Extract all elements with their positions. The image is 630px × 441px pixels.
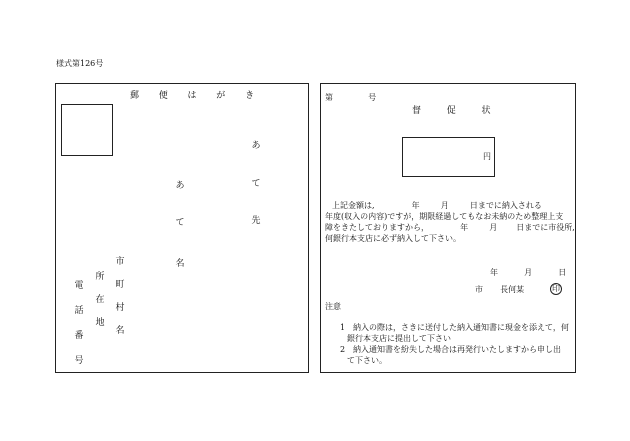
- body-line-3: [325, 224, 575, 232]
- postcard-header: [130, 92, 254, 101]
- issue-date: [490, 269, 566, 277]
- form-number: 様式第126号: [56, 59, 104, 68]
- issuer-title: 長何某: [500, 285, 525, 294]
- notice-number-suffix: 号: [368, 93, 377, 102]
- destination-char: 先: [251, 216, 261, 226]
- address-char: 地: [95, 318, 105, 328]
- name-label: 名: [175, 259, 185, 269]
- name-suffix-char: て: [175, 218, 185, 228]
- body-line-4: 何銀行本支店に必ず納入して下さい。: [325, 234, 461, 243]
- phone-char: 電: [74, 281, 84, 291]
- postcard-header-char: は: [187, 91, 197, 101]
- stamp-box: [61, 104, 113, 156]
- issuer-city: 市: [475, 285, 483, 294]
- notice-title-char: 促: [446, 106, 456, 116]
- body-line-2: 年度(収入の内容)ですが，期限経過してもなお未納のため整理上支: [325, 212, 564, 221]
- date-year: 年: [490, 268, 498, 277]
- notice-title: [412, 107, 491, 116]
- destination-char: て: [251, 179, 261, 189]
- name-suffix-column: [174, 182, 186, 269]
- city-char: 村: [115, 303, 125, 313]
- postcard-header-char: 郵: [130, 91, 140, 101]
- amount-unit: 円: [483, 152, 491, 161]
- body-line-1: [332, 202, 542, 210]
- notes-label: 注意: [325, 302, 341, 311]
- body-text: 日までに市役所,: [516, 223, 575, 232]
- note-1-num: 1: [340, 323, 346, 332]
- date-day: 日: [558, 268, 567, 277]
- phone-char: 番: [74, 331, 84, 341]
- city-char: 市: [115, 257, 125, 267]
- address-char: 所: [95, 272, 105, 282]
- notice-title-char: 督: [412, 106, 422, 116]
- phone-column: [73, 282, 85, 366]
- body-text: 年: [460, 223, 469, 232]
- body-text: 月: [489, 223, 498, 232]
- note-1-line-1: 納入の際は，さきに送付した納入通知書に現金を添えて，何: [353, 323, 569, 332]
- body-text: 障をきたしておりますから，: [325, 223, 429, 232]
- destination-char: あ: [251, 141, 261, 151]
- notice-number-label: 第: [325, 93, 333, 102]
- city-char: 名: [115, 326, 125, 336]
- phone-char: 話: [74, 306, 84, 316]
- body-text: 年: [411, 201, 420, 210]
- seal-icon: 印: [552, 284, 560, 293]
- postcard-header-char: き: [245, 91, 255, 101]
- issuer: [475, 286, 524, 294]
- note-2-line-1: 納入通知書を紛失した場合は再発行いたしますから申し出: [353, 345, 561, 354]
- body-text: 上記金額は,: [332, 201, 375, 210]
- name-suffix-char: あ: [175, 181, 185, 191]
- body-text: 月: [440, 201, 449, 210]
- note-2-num: 2: [340, 345, 346, 354]
- phone-char: 号: [74, 356, 84, 366]
- postcard-header-char: が: [216, 91, 226, 101]
- note-1-line-2: 銀行本支店に提出して下さい: [347, 334, 451, 343]
- date-month: 月: [524, 268, 533, 277]
- address-char: 在: [95, 295, 105, 305]
- body-text: 日までに納入される: [469, 201, 542, 210]
- notice-number: [325, 94, 376, 102]
- destination-column: [250, 142, 262, 226]
- city-char: 町: [115, 280, 125, 290]
- postcard-header-char: 便: [158, 91, 168, 101]
- note-2-line-2: て下さい。: [347, 356, 387, 365]
- amount-box: [402, 137, 495, 177]
- address-column: [94, 273, 106, 328]
- notice-title-char: 状: [481, 106, 491, 116]
- city-column: [114, 258, 126, 336]
